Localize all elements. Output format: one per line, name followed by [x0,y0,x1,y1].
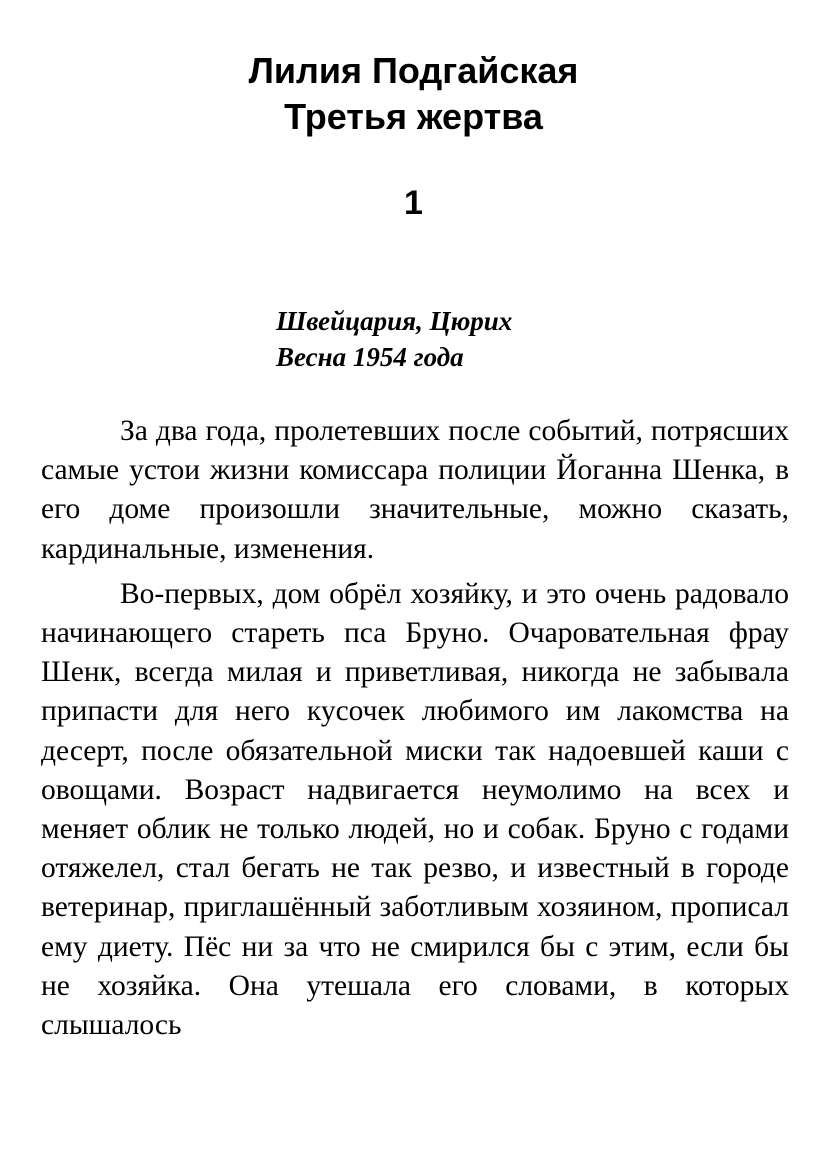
epigraph-date: Весна 1954 года [276,342,464,372]
paragraph-1: За два года, пролетевших после событий, потрясших самые устои жизни комиссара полиции Йоганна Шенка, в его доме произошли значительные, можно сказать, кардинальные, изменения. [41,415,789,565]
paragraph-2: Во-первых, дом обрёл хозяйку, и это очень радовало начинающего стареть пса Бруно. Очаровательная фрау Шенк, всегда милая и приветливая, никогда не забывала припасти для него кусочек любимого им лакомства на десерт, после обязательной миски так надоевшей каши с овощами. Возраст надвигается неумолимо на всех и меняет облик не только людей, но и собак. Бруно с годами отяжелел, стал бегать не так резво, и известный в городе ветеринар, приглашённый заботливым хозяином, прописал ему диету. Пёс ни за что не смирился бы с этим, если бы не хозяйка. Она утешала его словами, в которых слышалось [41,577,789,1042]
chapter-number: 1 [404,184,423,222]
title-block [0,48,827,140]
epigraph-place: Швейцария, Цюрих [276,306,513,336]
author-name: Лилия Подгайская [248,50,579,91]
book-title: Третья жертва [284,96,543,137]
epigraph [276,303,512,375]
body-text [41,412,789,1045]
